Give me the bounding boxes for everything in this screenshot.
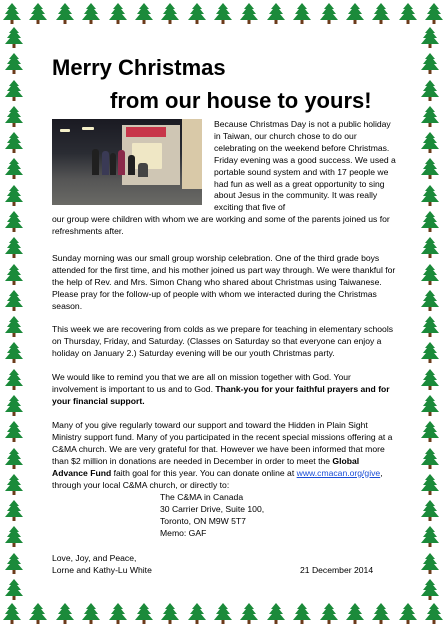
christmas-tree-icon [211, 602, 235, 626]
christmas-tree-icon [237, 2, 261, 26]
christmas-tree-icon [2, 525, 26, 549]
christmas-tree-icon [317, 2, 341, 26]
paragraph-5 [52, 420, 396, 491]
christmas-tree-icon [158, 2, 182, 26]
christmas-tree-icon [418, 105, 442, 129]
christmas-tree-icon [343, 2, 367, 26]
address-line-4: Memo: GAF [160, 527, 207, 538]
closing-line-1: Love, Joy, and Peace, [52, 553, 137, 563]
address-line-2: 30 Carrier Drive, Suite 100, [160, 503, 265, 514]
christmas-tree-icon [2, 236, 26, 260]
paragraph-5-text-2: faith goal for this year. You can donate online at [111, 467, 297, 478]
christmas-tree-icon [418, 263, 442, 287]
christmas-tree-icon [418, 210, 442, 234]
paragraph-1-wrapped: Because Christmas Day is not a public holiday in Taiwan, our church chose to do our celebrating on the weekend before Christmas. Friday evening was a good success. We used a portable sound system and with 17 people we had fun as well as a great opportunity to sing about Jesus in the community. It was really exciting that five of [214, 119, 396, 213]
title-line-1: Merry Christmas [52, 55, 226, 80]
border-bottom [0, 602, 446, 628]
christmas-tree-icon [2, 263, 26, 287]
christmas-tree-icon [343, 602, 367, 626]
letter-date: 21 December 2014 [300, 565, 374, 575]
christmas-tree-icon [2, 315, 26, 339]
christmas-tree-icon [290, 602, 314, 626]
christmas-tree-icon [106, 2, 130, 26]
christmas-tree-icon [79, 602, 103, 626]
christmas-tree-icon [2, 184, 26, 208]
christmas-tree-icon [418, 552, 442, 576]
christmas-tree-icon [369, 2, 393, 26]
christmas-tree-icon [2, 289, 26, 313]
christmas-tree-icon [2, 131, 26, 155]
christmas-tree-icon [2, 552, 26, 576]
christmas-tree-icon [418, 131, 442, 155]
christmas-tree-icon [418, 578, 442, 602]
global-advance-fund-text: Global Advance Fund [52, 455, 360, 478]
christmas-tree-icon [418, 525, 442, 549]
christmas-tree-icon [418, 341, 442, 365]
christmas-tree-icon [418, 52, 442, 76]
christmas-tree-icon [264, 2, 288, 26]
christmas-tree-icon [418, 368, 442, 392]
christmas-tree-icon [418, 157, 442, 181]
christmas-tree-icon [422, 602, 446, 626]
christmas-tree-icon [418, 289, 442, 313]
christmas-tree-icon [211, 2, 235, 26]
mailing-address [160, 492, 264, 540]
paragraph-4-text: We would like to remind you that we are all on mission together with God. Your involvement is important to us and to God. [52, 372, 351, 394]
christmas-tree-icon [396, 2, 420, 26]
christmas-tree-icon [53, 2, 77, 26]
christmas-tree-icon [2, 341, 26, 365]
christmas-tree-icon [106, 602, 130, 626]
christmas-tree-icon [290, 2, 314, 26]
paragraph-2: Sunday morning was our small group worship celebration. One of the third grade boys attended for the first time, and his mother joined us part way through. We were thankful for the help of Rev. and Mrs. Simon Chang who shared about Christmas using Taiwanese. Please pray for the follow-up of people with whom we interacted during the Christmas season. [52, 253, 396, 311]
christmas-tree-icon [0, 2, 24, 26]
christmas-tree-icon [418, 447, 442, 471]
christmas-tree-icon [53, 602, 77, 626]
christmas-tree-icon [264, 602, 288, 626]
title-line-2: from our house to yours! [110, 88, 372, 113]
christmas-tree-icon [2, 157, 26, 181]
christmas-tree-icon [2, 52, 26, 76]
christmas-tree-icon [185, 602, 209, 626]
christmas-tree-icon [26, 602, 50, 626]
paragraph-5-text-1: Many of you give regularly toward our support and toward the Hidden in Plain Sight Ministry support fund. Many of you participated in the recent special missions offering at a C&MA church. We are very grateful for that. However we have been informed that more than $2 million in donations are needed in December in order to meet the [52, 420, 393, 466]
christmas-tree-icon [418, 236, 442, 260]
christmas-tree-icon [2, 368, 26, 392]
christmas-tree-icon [418, 499, 442, 523]
christmas-tree-icon [2, 578, 26, 602]
christmas-tree-icon [2, 420, 26, 444]
christmas-tree-icon [317, 602, 341, 626]
donate-link[interactable]: www.cmacan.org/give [296, 467, 381, 478]
christmas-tree-icon [2, 105, 26, 129]
closing [52, 553, 152, 577]
thanks-bold-text: Thank-you for your faithful prayers and for your financial support. [52, 383, 390, 406]
christmas-tree-icon [185, 2, 209, 26]
christmas-tree-icon [237, 602, 261, 626]
christmas-tree-icon [418, 315, 442, 339]
christmas-tree-icon [132, 602, 156, 626]
christmas-tree-icon [418, 26, 442, 50]
christmas-tree-icon [422, 2, 446, 26]
border-left [2, 26, 28, 602]
address-line-1: The C&MA in Canada [160, 492, 244, 502]
christmas-tree-icon [2, 499, 26, 523]
christmas-tree-icon [418, 184, 442, 208]
christmas-tree-icon [26, 2, 50, 26]
christmas-tree-icon [418, 473, 442, 497]
paragraph-3: This week we are recovering from colds as we prepare for teaching in elementary schools on Thursday, Friday, and Saturday. (Classes on Saturday so that everyone can enjoy a holiday on January 2.) Saturday evening will be our youth Christmas party. [52, 324, 394, 358]
border-top [0, 2, 446, 28]
paragraph-4 [52, 372, 396, 408]
christmas-tree-icon [0, 602, 24, 626]
christmas-tree-icon [2, 473, 26, 497]
christmas-tree-icon [79, 2, 103, 26]
christmas-tree-icon [396, 602, 420, 626]
christmas-tree-icon [418, 79, 442, 103]
christmas-tree-icon [2, 394, 26, 418]
christmas-tree-icon [2, 447, 26, 471]
christmas-tree-icon [158, 602, 182, 626]
address-line-3: Toronto, ON M9W 5T7 [160, 515, 246, 526]
christmas-tree-icon [2, 210, 26, 234]
paragraph-5-text-3: , through your local C&MA church, or directly to: [52, 467, 383, 490]
christmas-tree-icon [132, 2, 156, 26]
signature: Lorne and Kathy-Lu White [52, 564, 152, 575]
border-right [418, 26, 444, 602]
street-outreach-photo [52, 119, 202, 205]
christmas-tree-icon [369, 602, 393, 626]
christmas-tree-icon [418, 394, 442, 418]
christmas-tree-icon [2, 26, 26, 50]
paragraph-1-continued: our group were children with whom we are working and some of the parents joined us for refreshments after. [52, 214, 390, 236]
christmas-tree-icon [2, 79, 26, 103]
christmas-tree-icon [418, 420, 442, 444]
